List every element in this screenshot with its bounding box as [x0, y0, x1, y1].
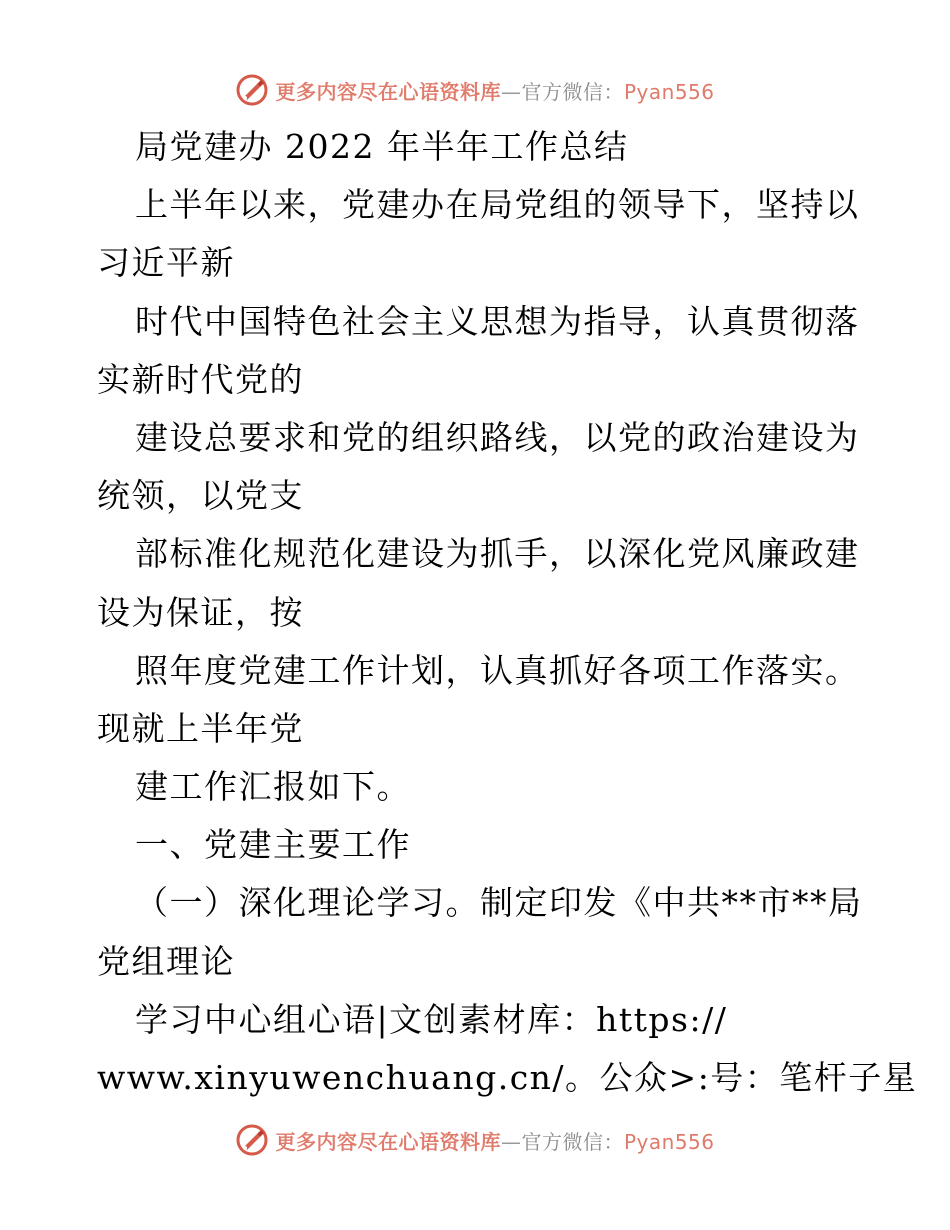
- paragraph-line: 上半年以来，党建办在局党组的领导下，坚持以: [135, 185, 860, 225]
- paragraph-line: 党组理论: [97, 941, 235, 981]
- section-heading: 一、党建主要工作: [135, 825, 411, 865]
- paragraph-line: 习近平新: [97, 243, 235, 283]
- header-watermark: [0, 70, 950, 110]
- paragraph-line: 学习中心组心语|文创素材库：https://: [135, 999, 728, 1039]
- paragraph-line: 统领，以党支: [97, 476, 304, 516]
- watermark-separator: —: [500, 1129, 522, 1154]
- paragraph-line: 照年度党建工作计划，认真抓好各项工作落实。: [135, 650, 860, 690]
- watermark-wechat-id: Pyan556: [623, 1129, 715, 1154]
- watermark-official-label: 官方微信：: [521, 1129, 624, 1154]
- document-title: 局党建办 2022 年半年工作总结: [135, 127, 629, 166]
- paragraph-line: 设为保证，按: [97, 592, 304, 632]
- watermark-separator: —: [500, 79, 522, 104]
- paragraph-line: www.xinyuwenchuang.cn/。公众>:号：笔杆子星: [97, 1058, 918, 1097]
- pen-seal-logo-icon: [235, 73, 269, 107]
- paragraph-line: 建设总要求和党的组织路线，以党的政治建设为: [135, 417, 860, 457]
- watermark-text: [275, 76, 714, 105]
- paragraph-line: 时代中国特色社会主义思想为指导，认真贯彻落: [135, 301, 860, 341]
- watermark-brand: 更多内容尽在心语资料库: [275, 1129, 501, 1154]
- footer-watermark: [0, 1120, 950, 1160]
- watermark-brand: 更多内容尽在心语资料库: [275, 79, 501, 104]
- pen-seal-logo-icon: [235, 1123, 269, 1157]
- paragraph-line: 现就上半年党: [97, 708, 304, 748]
- subsection-line: （一）深化理论学习。制定印发《中共**市**局: [135, 883, 863, 923]
- document-body: [97, 118, 918, 1107]
- paragraph-line: 部标准化规范化建设为抓手，以深化党风廉政建: [135, 534, 860, 574]
- watermark-official-label: 官方微信：: [521, 79, 624, 104]
- watermark-wechat-id: Pyan556: [623, 79, 715, 104]
- paragraph-line: 实新时代党的: [97, 359, 304, 399]
- watermark-text: [275, 1126, 714, 1155]
- paragraph-line: 建工作汇报如下。: [135, 767, 411, 807]
